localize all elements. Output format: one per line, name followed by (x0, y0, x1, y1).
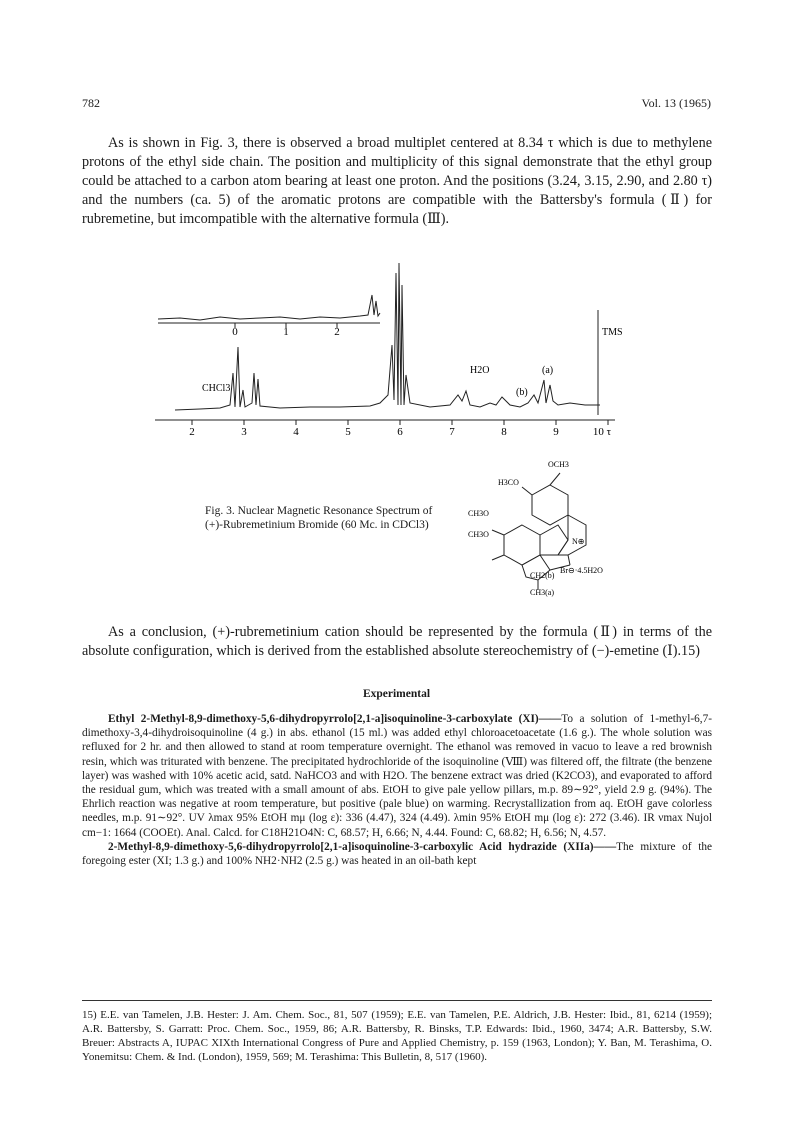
inset-ticks (232, 323, 340, 338)
footnote-15: 15) E.E. van Tamelen, J.B. Hester: J. Am. Chem. Soc., 81, 507 (1959); E.E. van Tamelen, P.E. Aldrich, J.B. Hester: Ibid., 81, 6214 (1959); A.R. Battersby, S. Garratt: Proc. Chem. Soc., 1959, 86; A.R. Battersby, R. Binsks, T.P. Edwards: Ibid., 1960, 3474; A.R. Battersby, S.W. Breuer: Abstracts A, IUPAC XIXth International Congress of Pure and Applied Chemistry, p. 159 (1963, London); Y. Ban, M. Terashima, O. Yonemitsu: Chem. & Ind. (London), 1959, 569; M. Terashima: This Bulletin, 8, 517 (1960). (82, 1009, 712, 1063)
figure-caption: Fig. 3. Nuclear Magnetic Resonance Spectrum of (+)-Rubremetinium Bromide (60 Mc. in CDCl3) (205, 505, 433, 531)
tms-label: TMS (602, 327, 623, 338)
compound-xiia-title: 2-Methyl-8,9-dimethoxy-5,6-dihydropyrrolo[2,1-a]isoquinoline-3-carboxylic Acid hydrazide (XIIa)—— (108, 840, 617, 853)
main-tick: 9 (553, 426, 559, 438)
chcl3-label: CHCl3 (202, 383, 231, 394)
peak-b-label: (b) (516, 387, 528, 398)
n-plus-label: N⊕ (572, 537, 585, 546)
main-tick: 4 (293, 426, 299, 438)
main-tick: 3 (241, 426, 247, 438)
intro-paragraph (82, 134, 712, 229)
experimental-heading: Experimental (362, 688, 431, 700)
compound-xi-title: Ethyl 2-Methyl-8,9-dimethoxy-5,6-dihydropyrrolo[2,1-a]isoquinoline-3-carboxylate (XI)—— (108, 713, 562, 725)
conclusion-paragraph (82, 623, 712, 661)
main-tick: 10 τ (592, 426, 612, 438)
ch3o-label: CH3O (468, 530, 489, 539)
page-number: 782 (82, 96, 100, 110)
peak-a-label: (a) (542, 365, 554, 376)
ch3o-label: CH3O (468, 509, 489, 518)
inset-tick-1: 1 (283, 326, 289, 338)
footnote-rule (82, 1000, 712, 1001)
conclusion-text: As a conclusion, (+)-rubremetinium cation should be represented by the formula (Ⅱ) in terms of the absolute configuration, which is derived from the established absolute stereochemistry of (−)-emetine (Ⅰ).15) (82, 624, 712, 659)
inset-tick-0: 0 (232, 326, 238, 338)
footnote (82, 1008, 712, 1064)
intro-text: As is shown in Fig. 3, there is observed a broad multiplet centered at 8.34 τ which is due to methylene protons of the ethyl side chain. The position and multiplicity of this signal demonstrate that the ethyl group could be attached to a carbon atom bearing at least one proton. And the positions (3.24, 3.15, 2.90, and 2.80 τ) and the numbers (ca. 5) of the aromatic protons are compatible with the Battersby's formula (Ⅱ) for rubremetine, but imcompatible with the alternative formula (Ⅲ). (82, 135, 712, 227)
och3-label: OCH3 (548, 460, 569, 469)
ch3a-label: CH3(a) (530, 588, 554, 597)
ch2b-label: CH2(b) (530, 571, 555, 580)
journal-volume: Vol. 13 (1965) (641, 96, 711, 110)
main-tick: 2 (189, 426, 195, 438)
main-ticks (192, 420, 608, 425)
inset-tick-2: 2 (334, 326, 340, 338)
nmr-spectrum (140, 255, 640, 440)
bromide-label: Br⊖·4.5H2O (560, 566, 603, 575)
main-tick: 6 (397, 426, 403, 438)
main-tick: 8 (501, 426, 507, 438)
compound-xiia-text: The mixture of the foregoing ester (XI; 1.3 g.) and 100% NH2·NH2 (2.5 g.) was heated in an oil-bath kept (82, 840, 712, 868)
inset-trace (158, 295, 380, 320)
main-tick: 7 (449, 426, 455, 438)
main-tick: 5 (345, 426, 351, 438)
main-trace (175, 263, 600, 410)
h2o-label: H2O (470, 365, 490, 376)
rubremetinium-structure (460, 455, 660, 605)
experimental-body (82, 712, 712, 868)
h3co-label: H3CO (498, 478, 519, 487)
compound-xi-text: To a solution of 1-methyl-6,7-dimethoxy-3,4-dihydroisoquinoline (4 g.) in abs. ethanol (15 ml.) was added ethyl chloroacetoacetate (1.6 g.). The whole solution was refluxed for 2 hr. and then allowed to stand at room temperature overnight. The ethanol was removed in vacuo to leave a red brownish resin, which was triturated with benzene. The precipitated hydrochloride of the isoquinoline (Ⅷ) was filtered off, the filtrate (the benzene layer) was washed with 10% acetic acid, satd. NaHCO3 and with H2O. The benzene extract was dried (K2CO3), and evaporated to afford the residual gum, which was treated with a small amount of abs. EtOH to give pale yellow pillars, m.p. 89∼92°, yield 2.9 g. (94%). The Ehrlich reaction was negative at room temperature, but positive (pale blue) on warming. Recrystallization from aq. EtOH gave colorless needles, m.p. 91∼92°. UV λmax 95% EtOH mμ (log ε): 336 (4.47), 324 (4.49). λmin 95% EtOH mμ (log ε): 272 (3.46). IR νmax Nujol cm−1: 1664 (COOEt). Anal. Calcd. for C18H21O4N: C, 68.57; H, 6.66; N, 4.44. Found: C, 68.82; H, 6.56; N, 4.57. (82, 713, 712, 839)
